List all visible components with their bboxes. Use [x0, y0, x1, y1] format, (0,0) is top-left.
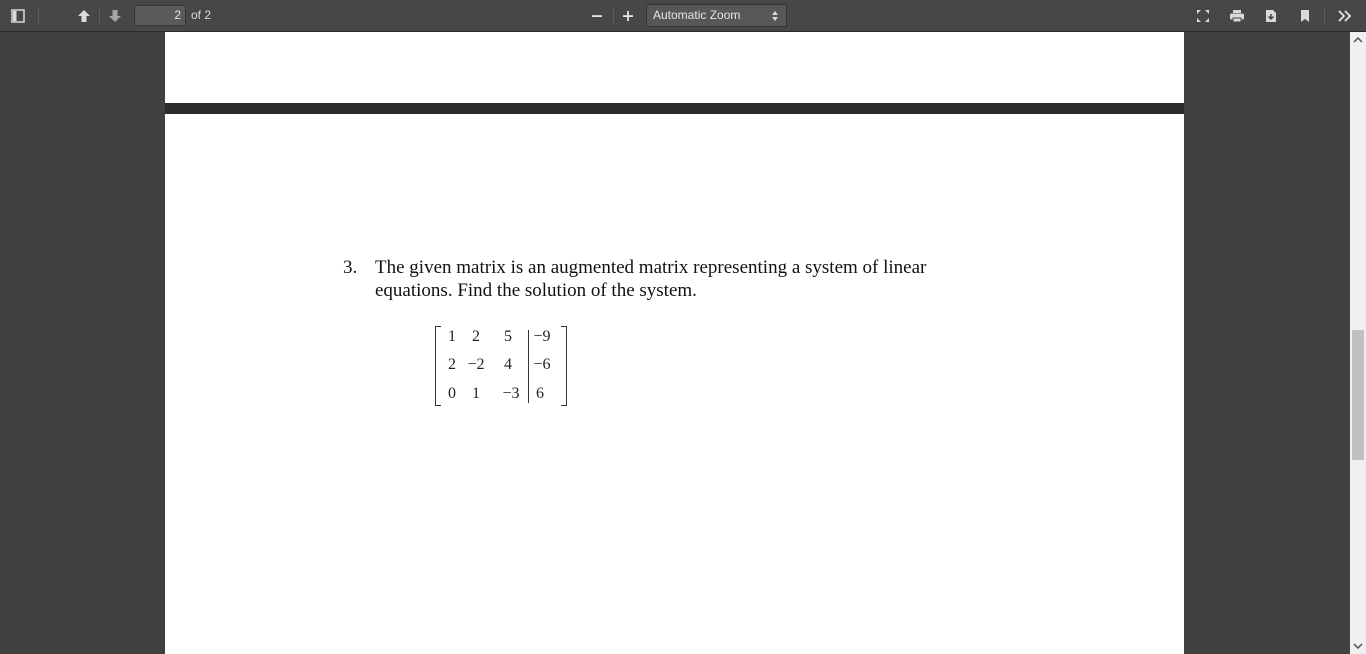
matrix-cell: 1: [448, 328, 456, 345]
matrix-cell: −3: [502, 385, 520, 402]
tools-icon: [1338, 10, 1352, 22]
matrix-cell: 1: [472, 385, 480, 402]
zoom-out-icon: [591, 10, 603, 22]
matrix-cell: −2: [467, 356, 485, 373]
matrix-cell: 6: [536, 385, 544, 402]
matrix-cell: 2: [448, 356, 456, 373]
augmented-matrix: [435, 326, 567, 406]
question-text: [375, 256, 975, 302]
print-icon: [1229, 9, 1245, 23]
toolbar-divider: [1324, 8, 1325, 24]
presentation-mode-icon: [1196, 9, 1210, 23]
pdf-page-1: [165, 32, 1184, 103]
tools-button[interactable]: [1332, 5, 1358, 27]
previous-page-icon: [77, 9, 91, 23]
matrix-cell: −9: [533, 328, 551, 345]
page-separator: [165, 103, 1184, 114]
previous-page-button[interactable]: [71, 5, 97, 27]
scroll-down-button[interactable]: [1350, 638, 1366, 654]
matrix-cell: 4: [504, 356, 512, 373]
toolbar-divider: [38, 8, 39, 24]
matrix-cell: 2: [472, 328, 480, 345]
matrix-cell: 0: [448, 385, 456, 402]
scroll-up-button[interactable]: [1350, 32, 1366, 48]
zoom-select-value: Automatic Zoom: [653, 8, 741, 22]
chevron-up-icon: [1353, 36, 1363, 44]
zoom-in-icon: [622, 10, 634, 22]
question-line: equations. Find the solution of the system.: [375, 280, 697, 301]
chevron-down-icon: [1353, 642, 1363, 650]
vertical-scrollbar[interactable]: [1350, 32, 1366, 654]
next-page-icon: [108, 9, 122, 23]
page-number-input[interactable]: 2: [134, 5, 186, 26]
presentation-mode-button[interactable]: [1190, 5, 1216, 27]
toolbar-divider: [99, 8, 100, 24]
matrix-right-bracket: [561, 326, 567, 406]
scrollbar-thumb[interactable]: [1352, 330, 1364, 460]
next-page-button[interactable]: [102, 5, 128, 27]
zoom-in-button[interactable]: [615, 5, 641, 27]
sidebar-toggle-button[interactable]: [5, 5, 31, 27]
question-line: The given matrix is an augmented matrix representing a system of linear: [375, 257, 927, 278]
select-arrows-icon: [772, 11, 778, 21]
bookmark-button[interactable]: [1292, 5, 1318, 27]
download-icon: [1264, 9, 1278, 23]
matrix-cell: −6: [533, 356, 551, 373]
zoom-select[interactable]: [646, 4, 787, 27]
pdf-toolbar: [0, 0, 1366, 32]
matrix-cell: 5: [504, 328, 512, 345]
pdf-page-2: [165, 114, 1184, 654]
sidebar-toggle-icon: [11, 9, 25, 23]
question-number: 3.: [343, 257, 358, 278]
zoom-out-button[interactable]: [584, 5, 610, 27]
bookmark-icon: [1299, 9, 1311, 23]
page-count-label: of 2: [191, 8, 212, 22]
download-button[interactable]: [1258, 5, 1284, 27]
document-viewer[interactable]: [0, 32, 1350, 654]
toolbar-divider: [613, 8, 614, 24]
print-button[interactable]: [1224, 5, 1250, 27]
